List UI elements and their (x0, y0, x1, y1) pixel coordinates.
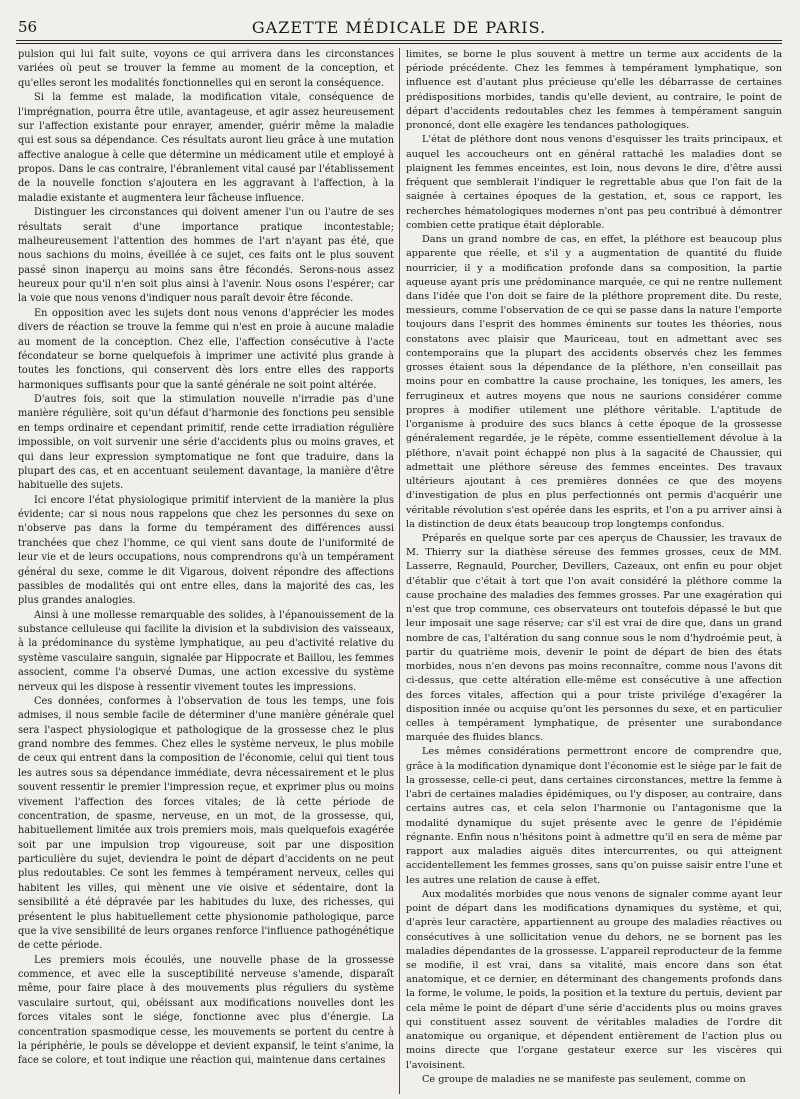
left-column (18, 48, 394, 1094)
paragraph: Dans un grand nombre de cas, en effet, la pléthore est beaucoup plus apparente que réelle, et s'il y a augmentation de quantité du fluide nourricier, il y a modification profonde dans sa composition, la partie aqueuse ayant pris une prédominance marquée, ce qui ne rentre nullement dans l'idée que l'on doit se faire de la pléthore proprement dite. Du reste, messieurs, comme l'observation de ce qui se passe dans la nature l'emporte toujours dans l'esprit des hommes éminents sur toutes les théories, nous constatons avec plaisir que Mauriceau, tout en admettant avec ses contemporains que la plupart des accidents observés chez les femmes grosses étaient sous la dépendance de la pléthore, n'en conseillait pas moins pour en combattre la cause prochaine, les toniques, les amers, les ferrugineux et autres moyens que nous ne saurions considérer comme propres à modifier utilement une pléthore véritable. L'aptitude de l'organisme à produire des sucs blancs à cette époque de la grossesse généralement regardée, je le répète, comme essentiellement dévolue à la pléthore, n'avait point échappé non plus à la sagacité de Chaussier, qui admettait une pléthore séreuse des femmes enceintes. Des travaux ultérieurs ajoutant à ces premières données ce que des moyens d'investigation de plus en plus perfectionnés ont permis d'acquérir une véritable révolution s'est opérée dans les esprits, et l'on a pu arriver ainsi à la distinction de deux états beaucoup trop longtemps confondus. (406, 234, 782, 530)
paragraph: Les premiers mois écoulés, une nouvelle phase de la grossesse commence, et avec elle la susceptibilité nerveuse s'amende, disparaît même, pour faire place à des mouvements plus réguliers du système vasculaire surtout, qui, obéissant aux modifications nouvelles dont les forces vitales sont le siége, fonctionne avec plus d'énergie. La concentration spasmodique cesse, les mouvements se portent du centre à la périphérie, le pouls se développe et devient expansif, le teint s'anime, la face se colore, et tout indique une réaction qui, maintenue dans certaines (18, 954, 394, 1067)
header-rule-double (16, 43, 782, 44)
paragraph: Ce groupe de maladies ne se manifeste pas seulement, comme on (422, 1073, 746, 1085)
column-divider (399, 48, 400, 1094)
paragraph: Si la femme est malade, la modification vitale, conséquence de l'imprégnation, pourra être utile, avantageuse, et agir assez heureusement sur l'affection existante pour enrayer, amender, guérir même la maladie qui est sous sa dépendance. Ces résultats auront lieu grâce à une mutation affective analogue à celle que détermine un médicament utile et employé à propos. Dans le cas contraire, l'ébranlement vital causé par l'établissement de la nouvelle fonction s'ajoutera en les aggravant à l'affection, à la maladie existante et augmentera leur fâcheuse influence. (18, 92, 394, 204)
paragraph: L'état de pléthore dont nous venons d'esquisser les traits principaux, et auquel les accoucheurs ont en général rattaché les maladies dont se plaignent les femmes enceintes, est loin, nous devons le dire, d'être aussi fréquent que semblerait l'indiquer le regrettable abus que l'on fait de la saignée à certaines époques de la gestation, et, sous ce rapport, les recherches hématologiques modernes n'ont pas peu contribué à démontrer combien cette pratique était déplorable. (406, 134, 782, 231)
paragraph: pulsion qui lui fait suite, voyons ce qui arrivera dans les circonstances variées où peut se trouver la femme au moment de la conception, et qu'elles seront les modalités fonctionnelles qui en seront la conséquence. (18, 49, 394, 89)
paragraph: Aux modalités morbides que nous venons de signaler comme ayant leur point de départ dans les modifications dynamiques du système, et qui, d'après leur caractère, appartiennent au groupe des maladies réactives ou consécutives à une sollicitation venue du dehors, ne se bornent pas les maladies dépendantes de la grossesse. L'appareil reproducteur de la femme se modifie, il est vrai, dans sa vitalité, mais encore dans son état anatomique, et ce dernier, en déterminant des changements profonds dans la forme, le volume, le poids, la position et la texture du pertuis, devient par cela même le point de départ d'une série d'accidents plus ou moins graves qui constituent assez souvent de véritables maladies de l'ordre dit anatomique ou organique, et dépendent entièrement de l'action plus ou moins directe que l'organe gestateur exerce sur les viscères qui l'avoisinent. (406, 888, 782, 1071)
header-rule (16, 40, 782, 41)
right-column (406, 48, 782, 1094)
paragraph: Préparés en quelque sorte par ces aperçus de Chaussier, les travaux de M. Thierry sur la diathèse séreuse des femmes grosses, ceux de MM. Lasserre, Regnauld, Pourcher, Devillers, Cazeaux, ont enfin eu pour objet d'établir que c'était à tort que l'on avait considéré la pléthore comme la cause prochaine des maladies des femmes grosses. Par une exagération qui n'est que trop commune, ces observateurs ont toutefois dépassé le but que leur imposait une sage réserve; car s'il est vrai de dire que, dans un grand nombre de cas, l'altération du sang connue sous le nom d'hydroémie peut, à partir du quatrième mois, devenir le point de départ de bien des états morbides, nous n'en devons pas moins reconnaître, comme nous l'avons dit ci-dessus, que cette altération elle-même est consécutive à une affection des forces vitales, affection qui a pour triste privilége d'exagérer la disposition innée ou acquise qu'ont les personnes du sexe, et en particulier celles à tempérament lymphatique, de présenter une surabondance marquée des fluides blancs. (406, 532, 782, 744)
running-head-title: GAZETTE MÉDICALE DE PARIS. (251, 18, 547, 37)
paragraph: Les mêmes considérations permettront encore de comprendre que, grâce à la modification dynamique dont l'économie est le siége par le fait de la grossesse, celle-ci peut, dans certaines circonstances, mettre la femme à l'abri de certaines maladies épidémiques, ou l'y disposer, au contraire, dans certains autres cas, et cela selon l'harmonie ou l'antagonisme que la modalité dynamique du sujet présente avec le genre de l'épidémie régnante. Enfin nous n'hésitons point à admettre qu'il en sera de même par rapport aux maladies aiguës dites intercurrentes, ou qui atteignent accidentellement les femmes grosses, sans qu'on puisse saisir entre l'une et les autres une relation de cause à effet. (406, 746, 782, 886)
paragraph: Ces données, conformes à l'observation de tous les temps, une fois admises, il nous semble facile de déterminer d'une manière générale quel sera l'aspect physiologique et pathologique de la grossesse chez le plus grand nombre des femmes. Chez elles le système nerveux, le plus mobile de ceux qui entrent dans la composition de l'économie, celui qui tient tous les autres sous sa dépendance immédiate, devra nécessairement et le plus souvent ressentir le premier l'impression reçue, et exprimer plus ou moins vivement l'affection des forces vitales; de là cette période de concentration, de spasme, nerveuse, en un mot, de la grossesse, qui, habituellement limitée aux trois premiers mois, mais quelquefois exagérée soit par une impulsion trop vigoureuse, soit par une disposition particulière du sujet, deviendra le point de départ d'accidents on ne peut plus redoutables. Ce sont les femmes à tempérament nerveux, celles qui habitent les villes, qui mènent une vie oisive et sédentaire, dont la sensibilité a été dépravée par les habitudes du luxe, des richesses, qui présentent le plus habituellement cette physionomie pathologique, parce que la vive sensibilité de leurs organes renforce l'influence pathogénétique de cette période. (18, 695, 394, 952)
page-header (12, 18, 786, 40)
paragraph: limites, se borne le plus souvent à mettre un terme aux accidents de la période précédente. Chez les femmes à tempérament lymphatique, son influence est d'autant plus précieuse qu'elle les débarrasse de certaines prédispositions morbides, tandis qu'elle devient, au contraire, le point de départ d'accidents redoutables chez les femmes à tempérament sanguin prononcé, dont elle exagère les tendances pathologiques. (406, 49, 782, 132)
paragraph: Ainsi à une mollesse remarquable des solides, à l'épanouissement de la substance celluleuse qui facilite la division et la subdivision des vaisseaux, à la prédominance du système lymphatique, au peu d'activité relative du système vasculaire sanguin, signalée par Hippocrate et Baillou, les femmes associent, comme l'a observé Dumas, une action excessive du système nerveux qui les dispose à ressentir vivement toutes les impressions. (18, 609, 394, 693)
paragraph: Distinguer les circonstances qui doivent amener l'un ou l'autre de ses résultats serait d'une importance pratique incontestable; malheureusement l'attention des hommes de l'art n'ayant pas été, que nous sachions du moins, éveillée à ce sujet, ces faits ont le plus souvent passé sinon inaperçu au moins sans être fécondés. Serons-nous assez heureux pour qu'il n'en soit plus ainsi à l'avenir. Nous osons l'espérer; car la voie que nous venons d'indiquer nous paraît devoir être féconde. (18, 207, 394, 305)
page-number: 56 (18, 18, 38, 36)
paragraph: Ici encore l'état physiologique primitif intervient de la manière la plus évidente; car si nous nous rappelons que chez les personnes du sexe on n'observe pas dans la forme du tempérament des différences aussi tranchées que chez l'homme, ce qui vient sans doute de l'uniformité de leur vie et de leurs occupations, nous comprendrons qu'à un tempérament général du sexe, comme le dit Vigarous, doivent répondre des affections passibles de modalités qui ont entre elles, dans la majorité des cas, les plus grandes analogies. (18, 494, 394, 607)
paragraph: D'autres fois, soit que la stimulation nouvelle n'irradie pas d'une manière régulière, soit qu'un défaut d'harmonie des fonctions peu sensible en temps ordinaire et cependant primitif, rende cette irradiation régulière impossible, on voit survenir une série d'accidents plus ou moins graves, et qui dans leur expression symptomatique ne font que traduire, dans la plupart des cas, et en accentuant seulement davantage, la manière d'être habituelle des sujets. (18, 394, 394, 492)
paragraph: En opposition avec les sujets dont nous venons d'apprécier les modes divers de réaction se trouve la femme qui n'est en proie à aucune maladie au moment de la conception. Chez elle, l'affection consécutive à l'acte fécondateur se borne quelquefois à imprimer une activité plus grande à toutes les fonctions, qui conservent dès lors entre elles des rapports harmoniques suffisants pour que la santé générale ne soit point altérée. (18, 307, 394, 391)
